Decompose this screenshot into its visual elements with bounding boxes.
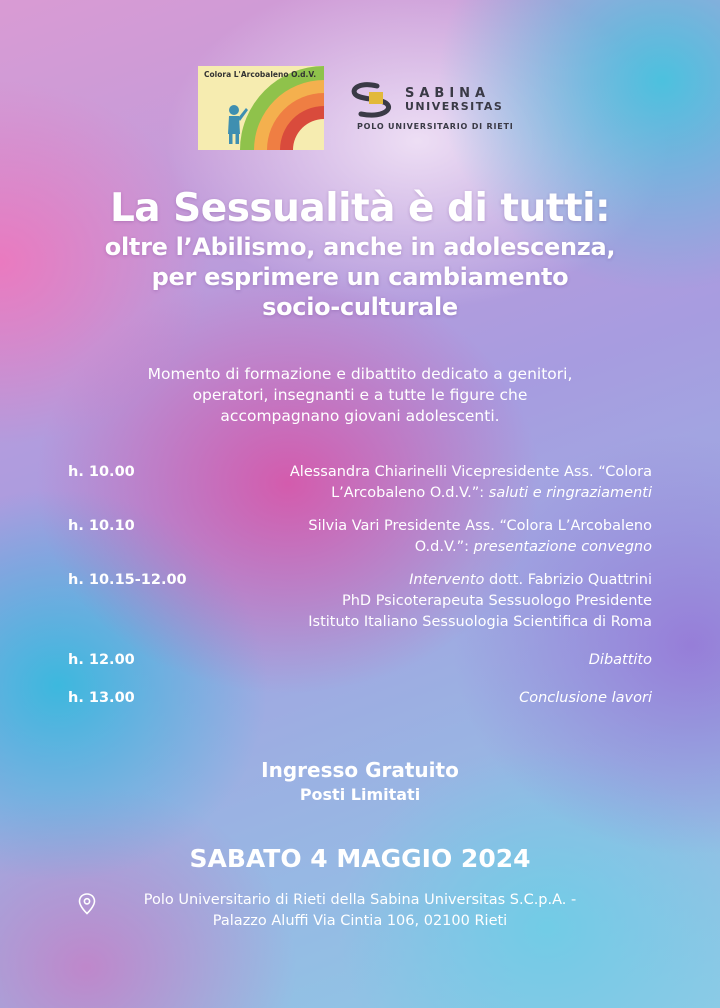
schedule-desc-line: Alessandra Chiarinelli Vicepresidente Ass. “Colora bbox=[289, 464, 652, 480]
schedule-desc-line bbox=[208, 537, 652, 558]
schedule-desc-part: L’Arcobaleno O.d.V.”: bbox=[331, 485, 489, 501]
schedule-desc-line: Silvia Vari Presidente Ass. “Colora L’Arcobaleno bbox=[308, 518, 652, 534]
schedule-desc-italic: Conclusione lavori bbox=[519, 690, 652, 706]
intro-text bbox=[80, 364, 640, 427]
schedule-desc bbox=[208, 516, 652, 558]
schedule-row-1010 bbox=[68, 516, 652, 558]
event-date: SABATO 4 MAGGIO 2024 bbox=[189, 844, 531, 873]
schedule-time: h. 12.00 bbox=[68, 652, 135, 668]
entry-info bbox=[0, 756, 720, 806]
schedule-row-1000 bbox=[68, 462, 652, 504]
free-entry: Ingresso Gratuito bbox=[261, 758, 459, 782]
location-pin-icon bbox=[78, 893, 96, 915]
colora-logo-text: Colora L'Arcobaleno O.d.V. bbox=[204, 70, 317, 79]
schedule-row-1300 bbox=[68, 688, 652, 709]
sabina-sub: UNIVERSITAS bbox=[405, 100, 504, 113]
intro-line-3: accompagnano giovani adolescenti. bbox=[220, 407, 500, 425]
schedule-desc-italic: Dibattito bbox=[588, 652, 652, 668]
schedule-time: h. 10.10 bbox=[68, 518, 135, 534]
schedule bbox=[68, 462, 652, 709]
schedule-desc-italic: Intervento bbox=[409, 572, 485, 588]
schedule-desc bbox=[208, 462, 652, 504]
sabina-universitas-logo bbox=[347, 80, 527, 140]
location-line-1: Polo Universitario di Rieti della Sabina Universitas S.C.p.A. - bbox=[143, 892, 577, 908]
schedule-time: h. 13.00 bbox=[68, 690, 135, 706]
title-line-4: socio-culturale bbox=[262, 293, 458, 321]
event-title bbox=[0, 186, 720, 322]
schedule-time: h. 10.00 bbox=[68, 464, 135, 480]
schedule-desc-italic: presentazione convegno bbox=[473, 539, 652, 555]
intro-line-2: operatori, insegnanti e a tutte le figure che bbox=[192, 386, 528, 404]
schedule-row-1200 bbox=[68, 650, 652, 671]
schedule-desc-italic: saluti e ringraziamenti bbox=[488, 485, 652, 501]
limited-seats: Posti Limitati bbox=[299, 785, 421, 804]
schedule-desc-line bbox=[208, 483, 652, 504]
schedule-desc bbox=[208, 570, 652, 633]
schedule-desc-line: Istituto Italiano Sessuologia Scientifica di Roma bbox=[308, 614, 652, 630]
location-line-2: Palazzo Aluffi Via Cintia 106, 02100 Rieti bbox=[212, 913, 508, 929]
schedule-desc-part: dott. Fabrizio Quattrini bbox=[484, 572, 652, 588]
title-line-3: per esprimere un cambiamento bbox=[151, 263, 569, 291]
schedule-desc-line bbox=[208, 570, 652, 591]
intro-line-1: Momento di formazione e dibattito dedicato a genitori, bbox=[147, 365, 573, 383]
title-line-2: oltre l’Abilismo, anche in adolescenza, bbox=[104, 233, 616, 261]
schedule-time: h. 10.15-12.00 bbox=[68, 572, 187, 588]
schedule-desc bbox=[208, 688, 652, 709]
sabina-emblem-icon bbox=[347, 80, 403, 120]
sabina-polo: POLO UNIVERSITARIO DI RIETI bbox=[357, 122, 514, 131]
event-location bbox=[70, 890, 650, 932]
schedule-row-1015 bbox=[68, 570, 652, 633]
sabina-name: SABINA bbox=[405, 86, 491, 101]
title-line-1: La Sessualità è di tutti: bbox=[109, 186, 611, 231]
schedule-desc bbox=[208, 650, 652, 671]
schedule-desc-part: O.d.V.”: bbox=[414, 539, 474, 555]
colora-arcobaleno-logo bbox=[198, 66, 324, 150]
schedule-desc-line: PhD Psicoterapeuta Sessuologo Presidente bbox=[341, 593, 652, 609]
logos-bar bbox=[0, 66, 720, 152]
